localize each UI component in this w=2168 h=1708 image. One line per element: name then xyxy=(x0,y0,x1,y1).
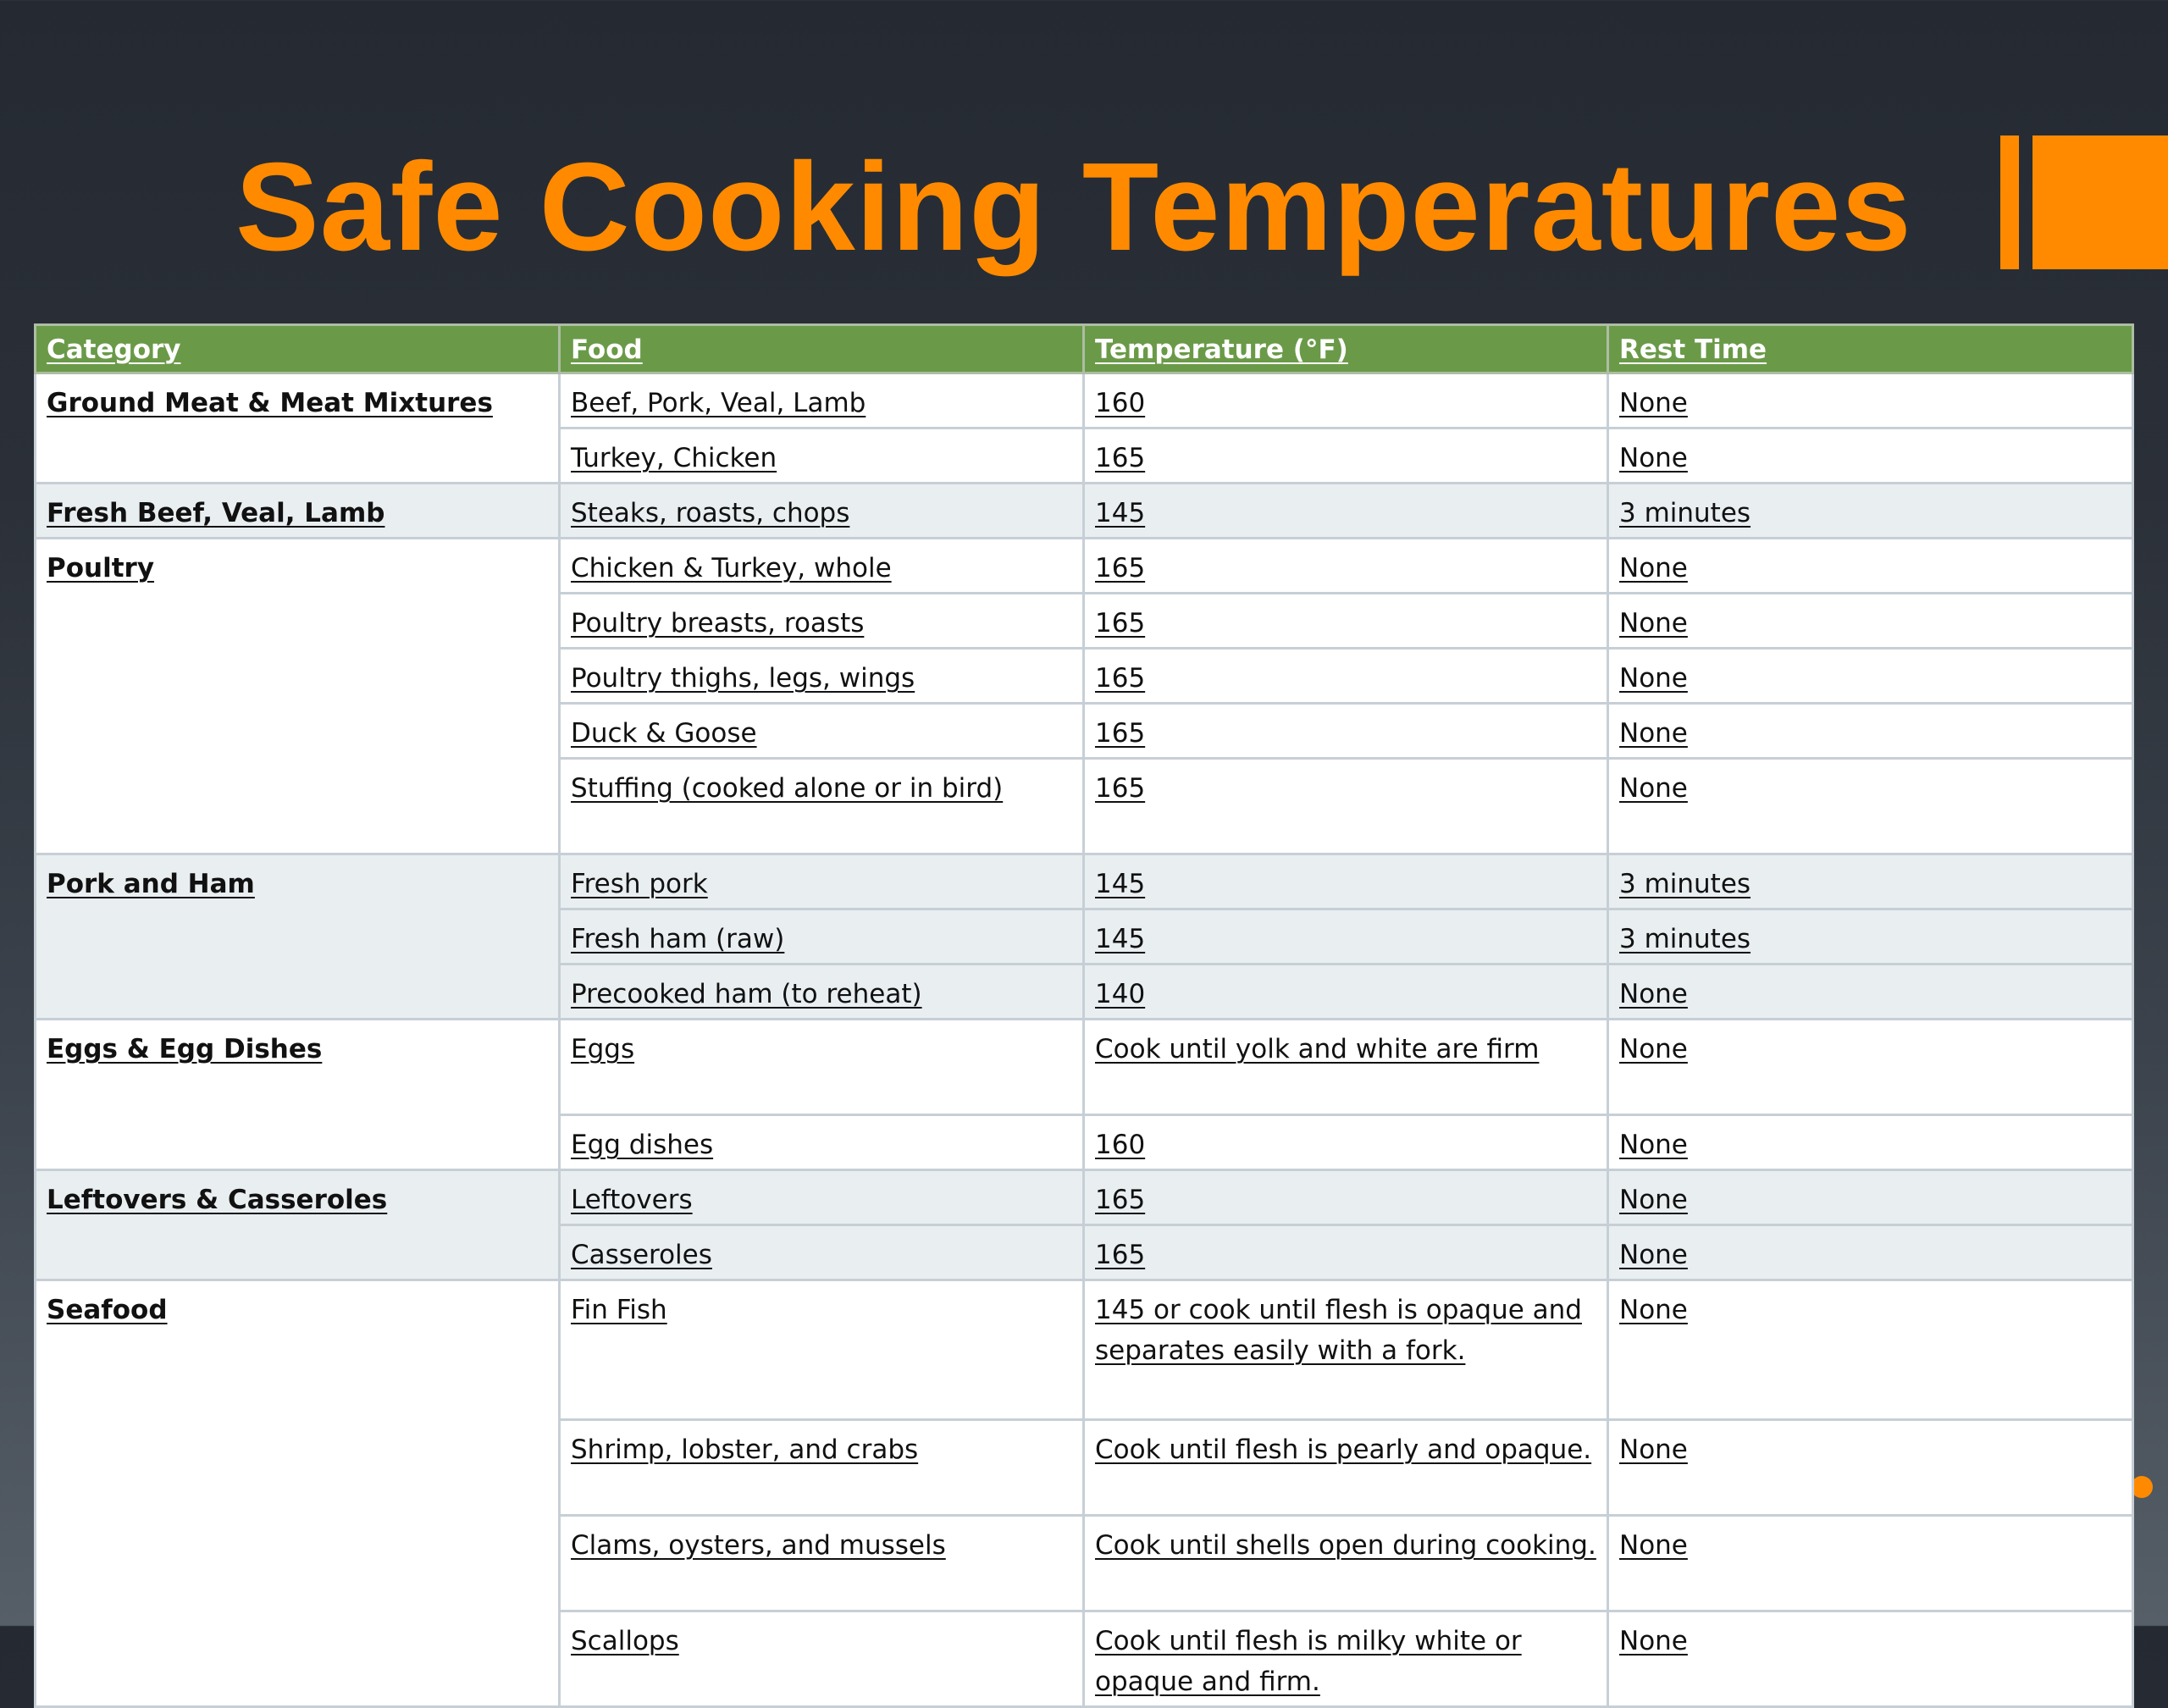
food-cell: Poultry thighs, legs, wings xyxy=(560,649,1084,704)
temperature-cell: 165 xyxy=(1084,594,1608,649)
food-cell: Shrimp, lobster, and crabs xyxy=(560,1420,1084,1516)
temperature-cell: 145 or cook until flesh is opaque and separates easily with a fork. xyxy=(1084,1280,1608,1420)
slide-title: Safe Cooking Temperatures xyxy=(235,137,1912,277)
food-cell: Turkey, Chicken xyxy=(560,428,1084,484)
food-cell: Precooked ham (to reheat) xyxy=(560,965,1084,1020)
rest-time-cell: None xyxy=(1608,539,2133,594)
table-row xyxy=(36,1280,2133,1420)
temperature-cell: 165 xyxy=(1084,1225,1608,1280)
food-cell: Casseroles xyxy=(560,1225,1084,1280)
rest-time-cell: None xyxy=(1608,1280,2133,1420)
food-cell: Fresh pork xyxy=(560,854,1084,909)
rest-time-cell: None xyxy=(1608,428,2133,484)
rest-time-cell: None xyxy=(1608,1611,2133,1707)
rest-time-cell: None xyxy=(1608,1020,2133,1115)
rest-time-cell: None xyxy=(1608,759,2133,854)
rest-time-cell: None xyxy=(1608,704,2133,759)
rest-time-cell: None xyxy=(1608,594,2133,649)
table-row xyxy=(36,539,2133,594)
temperature-table xyxy=(34,323,2134,1708)
food-cell: Clams, oysters, and mussels xyxy=(560,1516,1084,1611)
table-row xyxy=(36,373,2133,428)
header-food: Food xyxy=(560,325,1084,373)
category-cell: Poultry xyxy=(36,539,560,854)
accent-bar-thin xyxy=(2000,135,2019,269)
table-row xyxy=(36,484,2133,539)
temperature-cell: 165 xyxy=(1084,649,1608,704)
rest-time-cell: None xyxy=(1608,1420,2133,1516)
temperature-table-container xyxy=(34,323,2132,1708)
food-cell: Steaks, roasts, chops xyxy=(560,484,1084,539)
category-cell: Eggs & Egg Dishes xyxy=(36,1020,560,1170)
food-cell: Duck & Goose xyxy=(560,704,1084,759)
rest-time-cell: None xyxy=(1608,649,2133,704)
food-cell: Poultry breasts, roasts xyxy=(560,594,1084,649)
rest-time-cell: None xyxy=(1608,1516,2133,1611)
rest-time-cell: None xyxy=(1608,1225,2133,1280)
category-cell: Leftovers & Casseroles xyxy=(36,1170,560,1280)
header-temperature: Temperature (°F) xyxy=(1084,325,1608,373)
food-cell: Fresh ham (raw) xyxy=(560,909,1084,965)
temperature-cell: 145 xyxy=(1084,854,1608,909)
food-cell: Fin Fish xyxy=(560,1280,1084,1420)
food-cell: Eggs xyxy=(560,1020,1084,1115)
temperature-cell: Cook until flesh is milky white or opaque and firm. xyxy=(1084,1611,1608,1707)
temperature-cell: 165 xyxy=(1084,1170,1608,1225)
rest-time-cell: 3 minutes xyxy=(1608,854,2133,909)
temperature-cell: 160 xyxy=(1084,1115,1608,1170)
rest-time-cell: None xyxy=(1608,1170,2133,1225)
rest-time-cell: None xyxy=(1608,965,2133,1020)
food-cell: Chicken & Turkey, whole xyxy=(560,539,1084,594)
temperature-cell: 165 xyxy=(1084,539,1608,594)
rest-time-cell: 3 minutes xyxy=(1608,484,2133,539)
category-cell: Fresh Beef, Veal, Lamb xyxy=(36,484,560,539)
table-row xyxy=(36,1020,2133,1115)
rest-time-cell: None xyxy=(1608,1115,2133,1170)
food-cell: Scallops xyxy=(560,1611,1084,1707)
temperature-cell: Cook until flesh is pearly and opaque. xyxy=(1084,1420,1608,1516)
temperature-cell: 165 xyxy=(1084,704,1608,759)
category-cell: Ground Meat & Meat Mixtures xyxy=(36,373,560,484)
temperature-cell: Cook until shells open during cooking. xyxy=(1084,1516,1608,1611)
header-category: Category xyxy=(36,325,560,373)
header-rest-time: Rest Time xyxy=(1608,325,2133,373)
accent-block xyxy=(2032,135,2168,269)
temperature-cell: 165 xyxy=(1084,759,1608,854)
temperature-cell: 145 xyxy=(1084,484,1608,539)
table-row xyxy=(36,854,2133,909)
category-cell: Seafood xyxy=(36,1280,560,1707)
rest-time-cell: 3 minutes xyxy=(1608,909,2133,965)
temperature-cell: 165 xyxy=(1084,428,1608,484)
rest-time-cell: None xyxy=(1608,373,2133,428)
food-cell: Leftovers xyxy=(560,1170,1084,1225)
food-cell: Stuffing (cooked alone or in bird) xyxy=(560,759,1084,854)
temperature-cell: Cook until yolk and white are firm xyxy=(1084,1020,1608,1115)
table-row xyxy=(36,1170,2133,1225)
food-cell: Egg dishes xyxy=(560,1115,1084,1170)
food-cell: Beef, Pork, Veal, Lamb xyxy=(560,373,1084,428)
temperature-cell: 160 xyxy=(1084,373,1608,428)
table-header-row xyxy=(36,325,2133,373)
temperature-cell: 140 xyxy=(1084,965,1608,1020)
temperature-cell: 145 xyxy=(1084,909,1608,965)
category-cell: Pork and Ham xyxy=(36,854,560,1020)
